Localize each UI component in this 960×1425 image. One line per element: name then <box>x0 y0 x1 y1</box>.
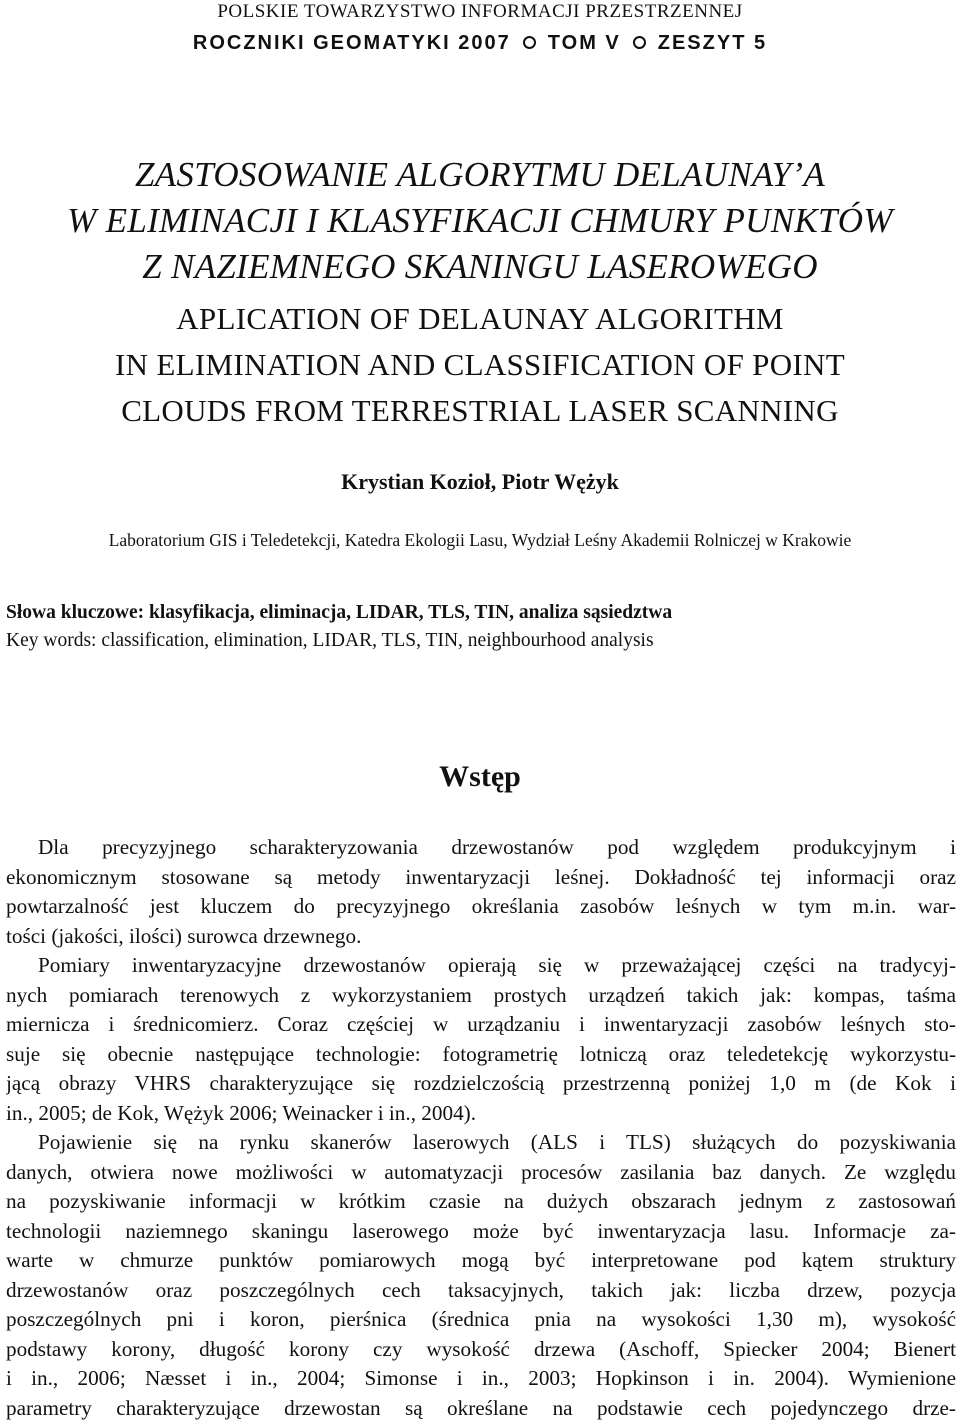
keywords-polish: Słowa kluczowe: klasyfikacja, eliminacja, LIDAR, TLS, TIN, analiza sąsiedztwa <box>6 602 673 623</box>
text-line: i in., 2006; Næsset i in., 2004; Simonse i in., 2003; Hopkinson i in. 2004). Wymienione <box>6 1366 956 1390</box>
text-line: parametry charakteryzujące drzewostan są określane na podstawie cech pojedynczego drze- <box>6 1395 956 1420</box>
text-line: in., 2005; de Kok, Wężyk 2006; Weinacker i in., 2004). <box>6 1100 477 1125</box>
text-line: ekonomicznym stosowane są metody inwentaryzacji leśnej. Dokładność tej informacji oraz <box>6 864 956 889</box>
title-english <box>0 296 960 434</box>
text-line: Dla precyzyjnego scharakteryzowania drzewostanów pod względem produkcyjnym i <box>38 835 956 859</box>
circle-separator-icon <box>633 36 646 49</box>
text-line: drzewostanów oraz poszczególnych cech taksacyjnych, takich jak: liczba drzew, pozycja <box>6 1277 956 1302</box>
journal-volume: TOM V <box>547 32 621 54</box>
text-line: miernicza i średnicomierz. Coraz częściej w urządzaniu i inwentaryzacji zasobów leśnych sto- <box>6 1012 956 1036</box>
text-line: jącą obrazy VHRS charakteryzujące się rozdzielczością przestrzenną poniżej 1,0 m (de Kok i <box>6 1071 956 1095</box>
text-line: na pozyskiwanie informacji w krótkim czasie na dużych obszarach jednym z zastosowań <box>6 1189 956 1213</box>
paragraph <box>6 833 956 951</box>
text-line: tości (jakości, ilości) surowca drzewnego. <box>6 923 362 948</box>
paragraph <box>6 1128 956 1423</box>
title-polish-line: Z NAZIEMNEGO SKANINGU LASEROWEGO <box>142 247 818 286</box>
title-english-line: APLICATION OF DELAUNAY ALGORITHM <box>176 301 784 336</box>
title-polish <box>0 152 960 290</box>
title-polish-line: W ELIMINACJI I KLASYFIKACJI CHMURY PUNKTÓW <box>67 201 893 240</box>
text-line: Pojawienie się na rynku skanerów laserowych (ALS i TLS) służących do pozyskiwania <box>38 1130 956 1154</box>
title-polish-line: ZASTOSOWANIE ALGORYTMU DELAUNAY’A <box>134 155 826 194</box>
text-line: technologii naziemnego skaningu laserowego może być inwentaryzacja lasu. Informacje za- <box>6 1218 956 1243</box>
title-english-line: IN ELIMINATION AND CLASSIFICATION OF POINT <box>115 347 845 382</box>
keywords-english: Key words: classification, elimination, LIDAR, TLS, TIN, neighbourhood analysis <box>6 630 654 651</box>
text-line: nych pomiarach terenowych z wykorzystaniem prostych urządzeń takich jak: kompas, taśma <box>6 982 956 1007</box>
text-line: podstawy korony, długość korony czy wysokość drzewa (Aschoff, Spiecker 2004; Bienert <box>6 1336 956 1361</box>
text-line: warte w chmurze punktów pomiarowych mogą być interpretowane pod kątem struktury <box>6 1248 956 1272</box>
text-line: poszczególnych pni i koron, pierśnica (średnica pnia na wysokości 1,30 m), wysokość <box>6 1307 956 1331</box>
authors: Krystian Kozioł, Piotr Wężyk <box>341 469 619 494</box>
text-line: Pomiary inwentaryzacyjne drzewostanów opierają się w przeważającej części na tradycyj- <box>38 953 956 977</box>
text-line: danych, otwiera nowe możliwości w automatyzacji procesów zasilania baz danych. Ze względu <box>6 1159 956 1184</box>
journal-header <box>0 30 960 56</box>
body-text <box>6 833 956 1423</box>
journal-name: ROCZNIKI GEOMATYKI 2007 <box>192 32 511 54</box>
affiliation: Laboratorium GIS i Teledetekcji, Katedra Ekologii Lasu, Wydział Leśny Akademii Rolniczej w Krakowie <box>108 530 852 550</box>
society-name: POLSKIE TOWARZYSTWO INFORMACJI PRZESTRZENNEJ <box>217 1 743 22</box>
text-line: suje się obecnie następujące technologie: fotogrametrię lotniczą oraz teledetekcję wykorzystu- <box>6 1041 956 1066</box>
title-english-line: CLOUDS FROM TERRESTRIAL LASER SCANNING <box>121 393 839 428</box>
journal-issue: ZESZYT 5 <box>657 32 768 54</box>
section-heading: Wstęp <box>439 760 521 793</box>
circle-separator-icon <box>523 36 536 49</box>
text-line: powtarzalność jest kluczem do precyzyjnego określania zasobów leśnych w tym m.in. war- <box>6 894 956 918</box>
paragraph <box>6 951 956 1128</box>
